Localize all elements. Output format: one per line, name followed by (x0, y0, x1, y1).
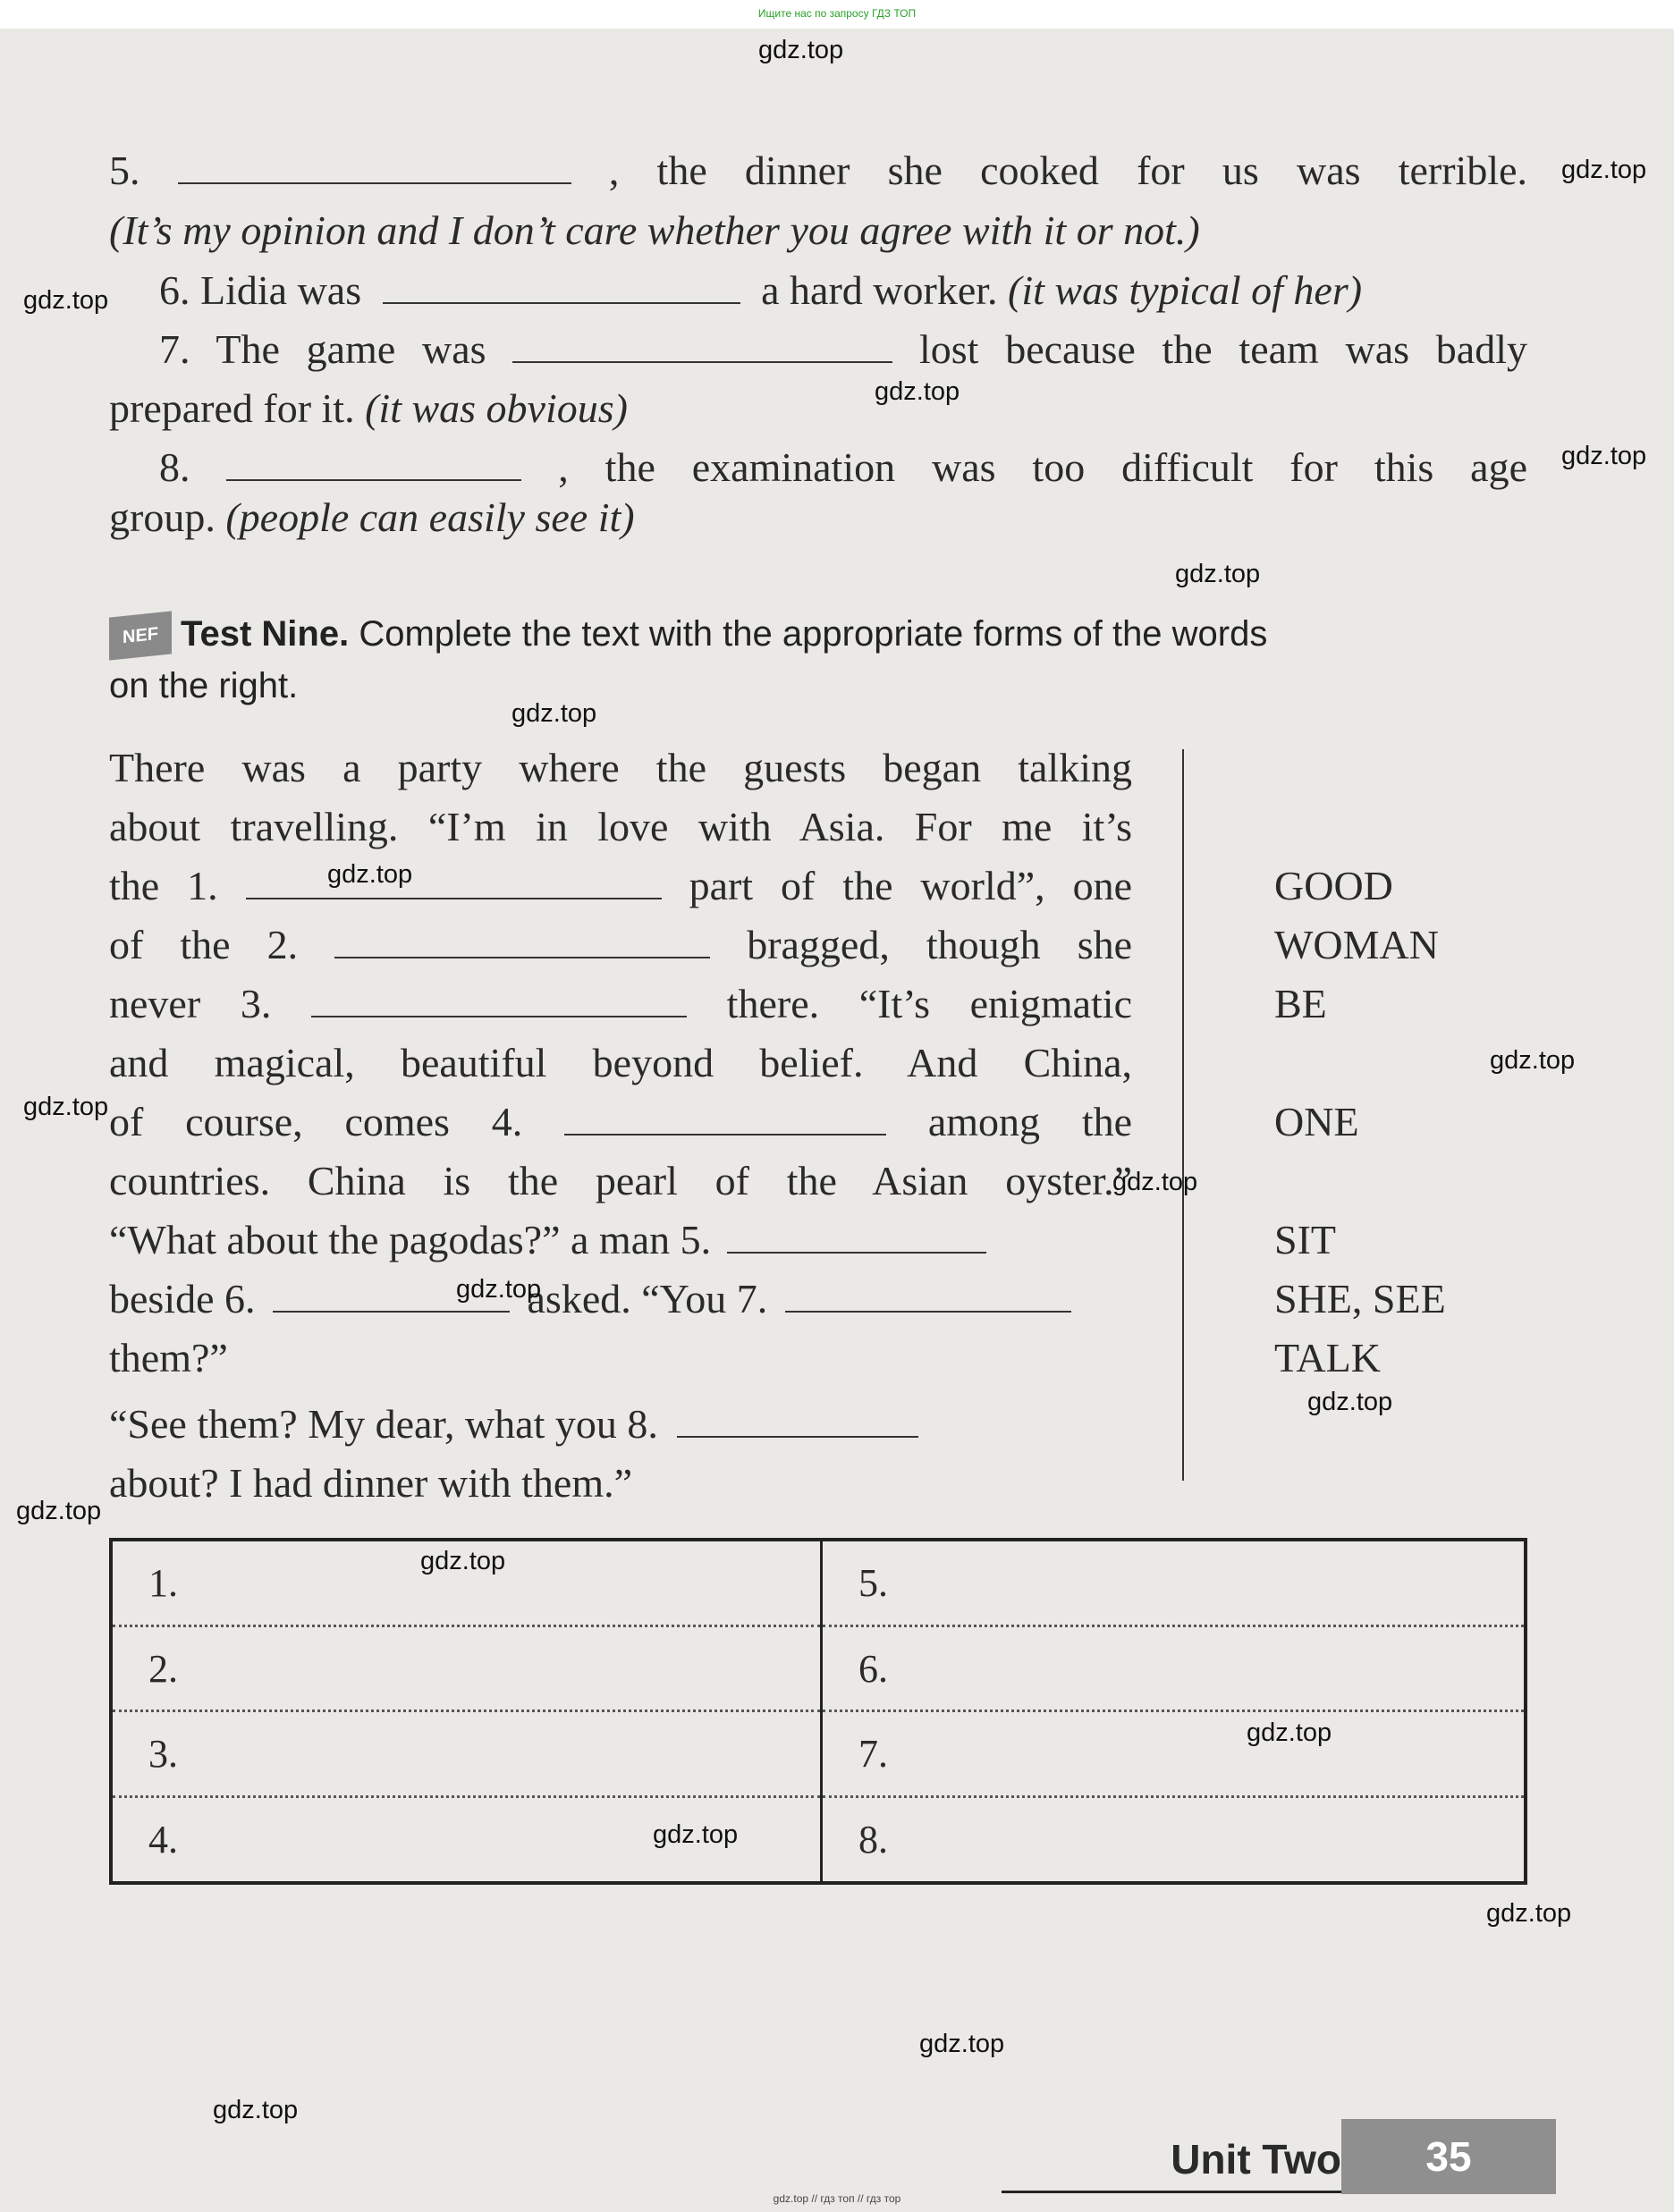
blank-3 (311, 985, 687, 1017)
table-row (111, 1540, 1526, 1625)
item-7-line (159, 320, 1527, 379)
answer-cell-3[interactable]: 3. (111, 1711, 822, 1797)
watermark: gdz.top (1247, 1718, 1332, 1747)
text-line-6: and magical, beautiful beyond belief. And China, (109, 1040, 1132, 1085)
item-5-number: 5. (109, 148, 140, 193)
watermark: gdz.top (23, 286, 109, 315)
answer-table (109, 1538, 1527, 1885)
answer-cell-5[interactable]: 5. (822, 1540, 1526, 1625)
word-2: WOMAN (1274, 922, 1439, 967)
word-1: GOOD (1274, 863, 1393, 908)
text-line-2: about travelling. “I’m in love with Asia. For me it’s (109, 804, 1132, 849)
text-line-12a: “See them? My dear, what you 8. (109, 1401, 658, 1447)
watermark: gdz.top (1561, 156, 1647, 184)
text-line-13: about? I had dinner with them.” (109, 1460, 633, 1506)
watermark: gdz.top (512, 699, 597, 728)
item-7-continued (109, 379, 1527, 438)
watermark: gdz.top (23, 1093, 109, 1121)
watermark: gdz.top (919, 2030, 1005, 2058)
item-6-blank (383, 272, 740, 304)
item-7-hint: (it was obvious) (365, 385, 628, 431)
item-7-start: 7. The game was (159, 326, 486, 372)
top-note: Ищите нас по запросу ГДЗ ТОП (757, 7, 917, 20)
item-7-cont-text: prepared for it. (109, 385, 355, 431)
word-7: TALK (1274, 1335, 1381, 1380)
watermark: gdz.top (420, 1547, 506, 1575)
text-line-3a: the 1. (109, 863, 218, 908)
text-line-7 (109, 1093, 1132, 1152)
item-6-start: 6. Lidia was (159, 267, 362, 313)
word-6: SHE, SEE (1274, 1276, 1446, 1321)
blank-5 (727, 1221, 986, 1254)
table-row (111, 1625, 1526, 1711)
blank-2 (334, 926, 710, 958)
text-line-5a: never 3. (109, 981, 272, 1026)
item-5-hint-text: (It’s my opinion and I don’t care whether you agree with it or not.) (109, 207, 1200, 253)
item-8-cont-text: group. (109, 494, 216, 540)
text-line-3b: part of the world”, one (689, 863, 1133, 908)
unit-label: Unit Two (1002, 2128, 1368, 2193)
word-4: ONE (1274, 1099, 1359, 1144)
watermark: gdz.top (1486, 1899, 1572, 1928)
watermark: gdz.top (875, 377, 960, 406)
test-title: Test Nine. (181, 614, 350, 654)
answer-cell-6[interactable]: 6. (822, 1625, 1526, 1711)
item-8-number: 8. (159, 444, 190, 490)
test-instruction: Complete the text with the appropriate forms of the words (359, 614, 1268, 654)
answer-cell-1[interactable]: 1. (111, 1540, 822, 1625)
column-divider (1182, 749, 1184, 1481)
word-5: SIT (1274, 1217, 1336, 1262)
text-line-10b: asked. “You 7. (527, 1276, 768, 1321)
watermark: gdz.top (653, 1820, 739, 1849)
item-8-continued (109, 488, 1527, 547)
text-line-11: them?” (109, 1335, 228, 1380)
text-line-5b: there. “It’s enigmatic (726, 981, 1133, 1026)
text-line-7b: among the (927, 1099, 1133, 1144)
blank-7 (785, 1280, 1071, 1313)
item-6-hint: (it was typical of her) (1008, 267, 1363, 313)
item-7-end: lost because the team was badly (919, 326, 1528, 372)
text-line-4b: bragged, though she (747, 922, 1133, 967)
item-8-text: , the examination was too difficult for this age (558, 444, 1528, 490)
watermark: gdz.top (1112, 1168, 1198, 1196)
item-7-blank (512, 331, 892, 363)
answer-cell-2[interactable]: 2. (111, 1625, 822, 1711)
watermark: gdz.top (456, 1275, 542, 1304)
text-line-4a: of the 2. (109, 922, 299, 967)
watermark: gdz.top (1175, 560, 1261, 588)
blank-4 (564, 1103, 886, 1136)
answer-cell-8[interactable]: 8. (858, 1818, 888, 1862)
item-5-text: , the dinner she cooked for us was terrible. (608, 148, 1528, 193)
answer-cell-4[interactable]: 4. (111, 1797, 822, 1883)
watermark: gdz.top (16, 1497, 102, 1525)
text-line-8: countries. China is the pearl of the Asian oyster.” (109, 1158, 1132, 1203)
item-8-blank (226, 449, 521, 481)
text-line-3 (109, 857, 1132, 916)
text-line-9a: “What about the pagodas?” a man 5. (109, 1217, 712, 1262)
text-line-9 (109, 1211, 1132, 1270)
item-5-blank (178, 152, 571, 184)
test-heading (109, 608, 1527, 712)
text-line-10a: beside 6. (109, 1276, 256, 1321)
test-instruction-2: on the right. (109, 666, 299, 705)
word-3: BE (1274, 981, 1327, 1026)
item-6-line (109, 261, 1527, 320)
table-row (111, 1797, 1526, 1883)
watermark: gdz.top (213, 2096, 299, 2124)
text-line-10 (109, 1270, 1132, 1329)
blank-1 (246, 867, 662, 899)
watermark: gdz.top (758, 36, 844, 64)
page-number: 35 (1341, 2119, 1556, 2194)
answer-cell-7[interactable]: 7. (822, 1711, 1526, 1797)
text-line-4 (109, 916, 1132, 975)
blank-8 (677, 1406, 918, 1438)
item-6-end: a hard worker. (761, 267, 998, 313)
text-line-7a: of course, comes 4. (109, 1099, 523, 1144)
text-line-12 (109, 1395, 1132, 1454)
item-5-hint (109, 201, 1527, 260)
nef-badge-icon: NEF (109, 612, 172, 661)
text-line-1: There was a party where the guests began talking (109, 745, 1132, 790)
item-8-hint: (people can easily see it) (225, 494, 635, 540)
watermark: gdz.top (1561, 442, 1647, 470)
bottom-note: gdz.top // гдз топ // гдз тор (773, 2192, 901, 2205)
watermark: gdz.top (1490, 1046, 1576, 1075)
watermark: gdz.top (1307, 1388, 1393, 1416)
watermark: gdz.top (327, 860, 413, 889)
text-line-5 (109, 975, 1132, 1034)
item-5-line (109, 141, 1527, 200)
